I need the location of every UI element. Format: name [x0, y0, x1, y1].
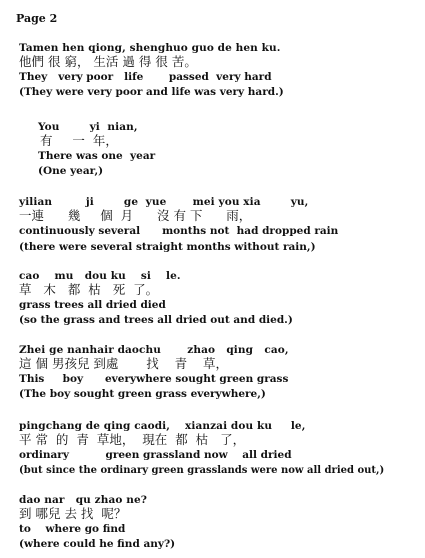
hanzi-line: 草 木 都 枯 死 了。 [19, 282, 159, 297]
pinyin-line: Tamen hen qiong, shenghuo guo de hen ku. [19, 42, 281, 54]
gloss-line: There was one year [38, 150, 156, 162]
translation-line: (there were several straight months without rain,) [19, 241, 316, 253]
gloss-line: They very poor life passed very hard [19, 71, 272, 83]
gloss-line: continuously several months not had dropped rain [19, 225, 339, 237]
hanzi-line: 這 個 男孩兒 到處 找 青 草， [19, 356, 229, 371]
hanzi-line: 他們 很 窮， 生活 過 得 很 苦。 [19, 54, 197, 69]
translation-line: (One year,) [38, 165, 104, 177]
translation-line: (but since the ordinary green grasslands were now all dried out,) [19, 465, 385, 476]
translation-line: (The boy sought green grass everywhere,) [19, 388, 266, 400]
hanzi-line: 一連 幾 個 月 沒 有 下 雨， [19, 208, 252, 223]
hanzi-line: 有 一 年， [40, 133, 118, 148]
gloss-line: ordinary green grassland now all dried [19, 449, 292, 461]
gloss-line: grass trees all dried died [19, 299, 166, 311]
translation-line: (They were very poor and life was very hard.) [19, 86, 284, 98]
hanzi-line: 到 哪兒 去 找 呢？ [19, 506, 127, 521]
gloss-line: to where go find [19, 523, 126, 535]
pinyin-line: cao mu dou ku si le. [19, 270, 181, 282]
translation-line: (where could he find any?) [19, 538, 176, 550]
translation-line: (so the grass and trees all dried out and died.) [19, 314, 293, 326]
pinyin-line: pingchang de qing caodi, xianzai dou ku le, [19, 420, 306, 432]
pinyin-line: You yi nian, [38, 121, 138, 133]
hanzi-line: 平 常 的 青 草地， 現在 都 枯 了， [19, 432, 246, 447]
pinyin-line: dao nar qu zhao ne? [19, 494, 147, 506]
page-label: Page 2 [16, 12, 58, 25]
pinyin-line: Zhei ge nanhair daochu zhao qing cao, [19, 344, 289, 356]
pinyin-line: yilian ji ge yue mei you xia yu, [19, 196, 309, 208]
gloss-line: This boy everywhere sought green grass [19, 373, 289, 385]
